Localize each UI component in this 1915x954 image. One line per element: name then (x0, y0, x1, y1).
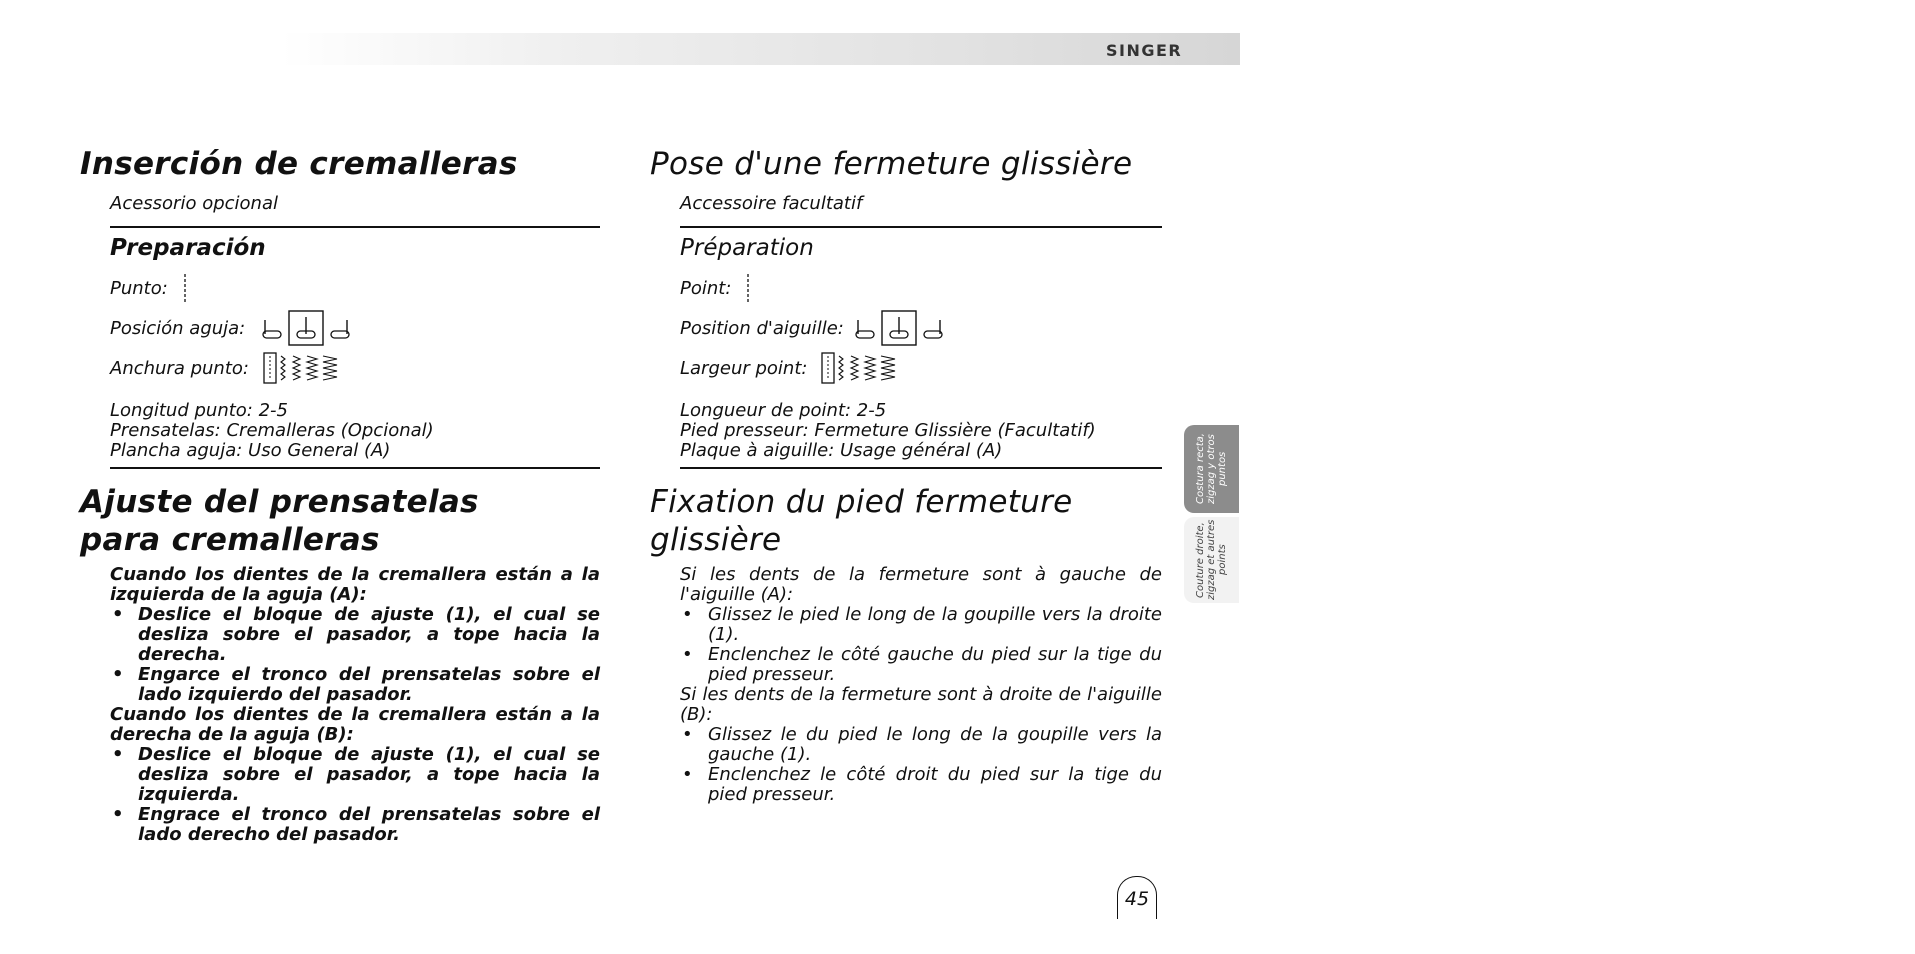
list-item: • Engrace el tronco del prensatelas sobre el lado derecho del pasador. (110, 805, 600, 845)
section-title-zipper-fr: Pose d'une fermeture glissière (650, 146, 1133, 182)
side-tab-spanish (1184, 425, 1239, 513)
bullets-b-es (110, 745, 600, 845)
needle-row-fr (680, 315, 1162, 341)
stitch-width-icon (263, 350, 343, 386)
stitch-label-es: Punto: (110, 277, 168, 299)
needle-row-es (110, 315, 600, 341)
stitch-length-es: Longitud punto: 2-5 (110, 400, 288, 421)
stitch-length-fr: Longueur de point: 2-5 (680, 400, 887, 421)
needle-label-fr: Position d'aiguille: (680, 317, 844, 339)
prep-block-fr (680, 193, 1162, 469)
bullets-a-fr (680, 605, 1162, 685)
column-spanish (80, 145, 600, 845)
side-tab-spanish-label: Costura recta, zigzag y otros puntos (1195, 433, 1228, 505)
header-band (280, 33, 1240, 65)
side-tab-french (1184, 517, 1239, 603)
list-item: • Enclenchez le côté droit du pied sur la tige du pied presseur. (680, 765, 1162, 805)
divider (680, 226, 1162, 228)
prep-title-fr: Préparation (680, 235, 814, 261)
page-number: 45 (1117, 876, 1157, 919)
settings-lines-fr (680, 401, 1162, 461)
stitch-row-fr (680, 275, 1162, 301)
list-item: • Deslice el bloque de ajuste (1), el cual se desliza sobre el pasador, a tope hacia la izquierda. (110, 745, 600, 805)
adjust-title-line1-es: Ajuste del prensatelas (80, 484, 479, 520)
presser-foot-fr: Pied presseur: Fermeture Glissière (Facultatif) (680, 420, 1096, 441)
fix-title-line2-fr: glissière (650, 522, 782, 558)
brand-logo: SINGER (1106, 41, 1183, 60)
needle-label-es: Posición aguja: (110, 317, 246, 339)
list-item: • Engarce el tronco del prensatelas sobre el lado izquierdo del pasador. (110, 665, 600, 705)
needle-position-icon (259, 310, 355, 346)
width-row-fr (680, 355, 1162, 381)
bullets-b-fr (680, 725, 1162, 805)
presser-foot-es: Prensatelas: Cremalleras (Opcional) (110, 420, 434, 441)
settings-lines-es (110, 401, 600, 461)
subtitle-es: Acessorio opcional (110, 193, 278, 214)
list-item: • Enclenchez le côté gauche du pied sur la tige du pied presseur. (680, 645, 1162, 685)
list-item: • Deslice el bloque de ajuste (1), el cual se desliza sobre el pasador, a tope hacia la derecha. (110, 605, 600, 665)
stitch-width-icon (821, 350, 901, 386)
divider (110, 467, 600, 469)
side-tab-french-label: Couture droite, zigzag et autres points (1195, 519, 1228, 601)
prep-block-es (110, 193, 600, 469)
intro-b-es: Cuando los dientes de la cremallera están a la derecha de la aguja (B): (110, 704, 600, 745)
straight-stitch-icon (745, 274, 751, 302)
subtitle-fr: Accessoire facultatif (680, 193, 863, 214)
fix-body-fr (680, 565, 1162, 805)
width-label-es: Anchura punto: (110, 357, 249, 379)
intro-a-es: Cuando los dientes de la cremallera están a la izquierda de la aguja (A): (110, 564, 600, 605)
width-label-fr: Largeur point: (680, 357, 808, 379)
divider (680, 467, 1162, 469)
needle-position-icon (852, 310, 948, 346)
divider (110, 226, 600, 228)
fix-title-line1-fr: Fixation du pied fermeture (650, 484, 1073, 520)
section-title-zipper-es: Inserción de cremalleras (80, 146, 518, 182)
column-french (650, 145, 1162, 805)
width-row-es (110, 355, 600, 381)
straight-stitch-icon (182, 274, 188, 302)
needle-plate-fr: Plaque à aiguille: Usage général (A) (680, 440, 1003, 461)
intro-a-fr: Si les dents de la fermeture sont à gauche de l'aiguille (A): (680, 564, 1162, 605)
bullets-a-es (110, 605, 600, 705)
prep-title-es: Preparación (110, 235, 266, 261)
stitch-row-es (110, 275, 600, 301)
list-item: • Glissez le pied le long de la goupille vers la droite (1). (680, 605, 1162, 645)
stitch-label-fr: Point: (680, 277, 732, 299)
needle-plate-es: Plancha aguja: Uso General (A) (110, 440, 391, 461)
adjust-body-es (110, 565, 600, 845)
adjust-title-line2-es: para cremalleras (80, 522, 380, 558)
intro-b-fr: Si les dents de la fermeture sont à droite de l'aiguille (B): (680, 684, 1162, 725)
list-item: • Glissez le du pied le long de la goupille vers la gauche (1). (680, 725, 1162, 765)
